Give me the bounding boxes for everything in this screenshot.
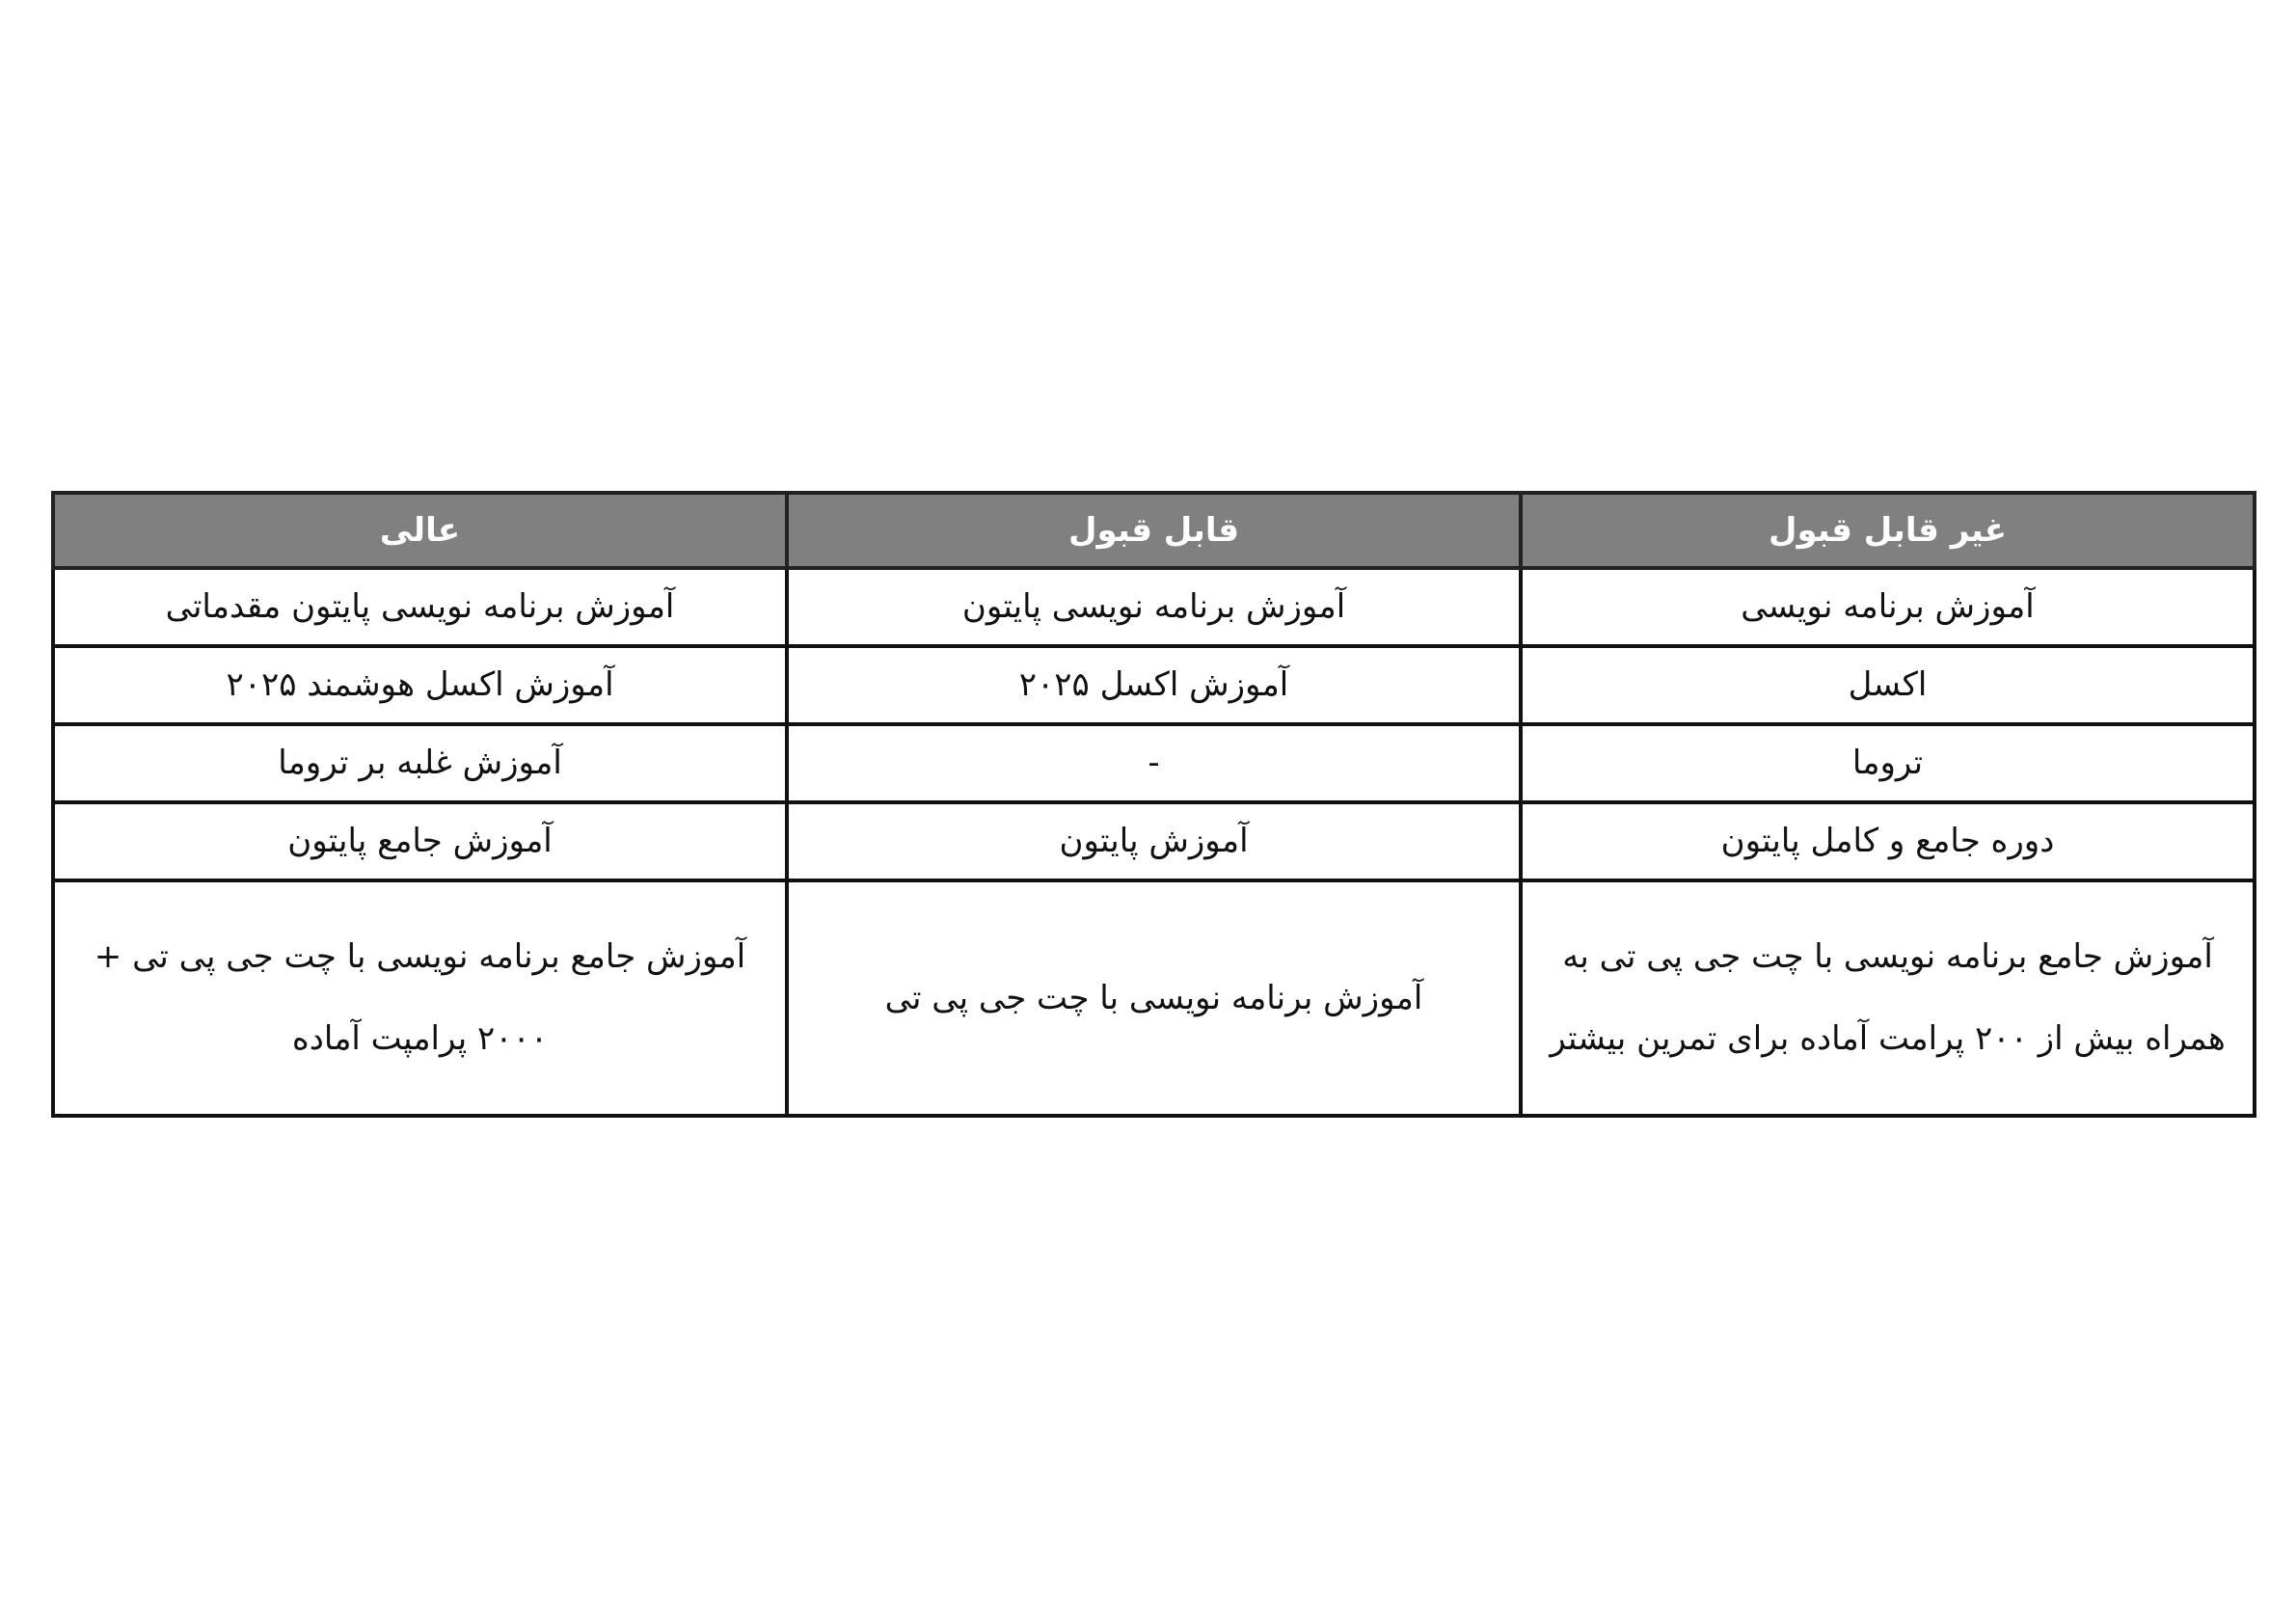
- table-cell: آموزش جامع پایتون: [53, 802, 787, 880]
- table-row: [53, 802, 2255, 880]
- table-cell: آموزش جامع برنامه نویسی با چت جی پی تی + ۲۰۰۰ پرامپت آماده: [53, 880, 787, 1116]
- table-cell: آموزش برنامه نویسی: [1521, 568, 2255, 646]
- table-row: [53, 880, 2255, 1116]
- header-excellent: عالی: [53, 493, 787, 568]
- table-cell: آموزش جامع برنامه نویسی با چت جی پی تی به همراه بیش از ۲۰۰ پرامت آماده برای تمرین بیشتر: [1521, 880, 2255, 1116]
- table-cell: آموزش اکسل هوشمند ۲۰۲۵: [53, 646, 787, 724]
- table-cell: آموزش برنامه نویسی پایتون: [787, 568, 1521, 646]
- header-unacceptable: غیر قابل قبول: [1521, 493, 2255, 568]
- table-cell: -: [787, 724, 1521, 802]
- comparison-table: [51, 491, 2256, 1118]
- table-cell: آموزش پایتون: [787, 802, 1521, 880]
- table-cell: آموزش اکسل ۲۰۲۵: [787, 646, 1521, 724]
- table-cell: آموزش برنامه نویسی پایتون مقدماتی: [53, 568, 787, 646]
- table-cell: دوره جامع و کامل پایتون: [1521, 802, 2255, 880]
- table-cell: اکسل: [1521, 646, 2255, 724]
- header-acceptable: قابل قبول: [787, 493, 1521, 568]
- table-row: [53, 568, 2255, 646]
- table-row: [53, 646, 2255, 724]
- table-row: [53, 724, 2255, 802]
- table-cell: تروما: [1521, 724, 2255, 802]
- table-cell: آموزش غلبه بر تروما: [53, 724, 787, 802]
- table-cell: آموزش برنامه نویسی با چت جی پی تی: [787, 880, 1521, 1116]
- table-header-row: [53, 493, 2255, 568]
